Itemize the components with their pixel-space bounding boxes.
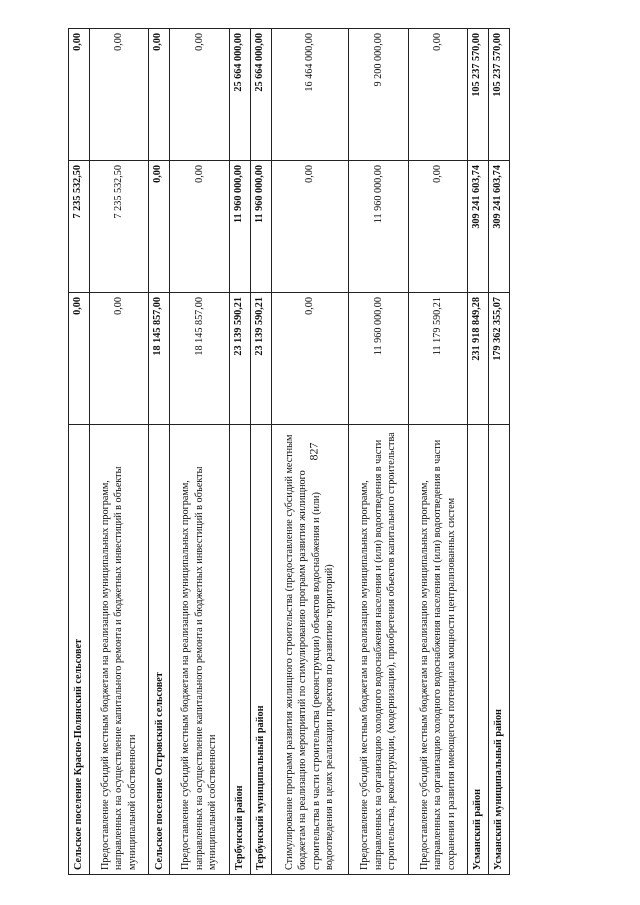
value-cell-2: 309 241 603,74 <box>468 161 489 293</box>
value-cell-2: 7 235 532,50 <box>90 161 149 293</box>
table-row <box>149 29 170 875</box>
value-cell-1: 179 362 355,07 <box>489 293 510 425</box>
budget-table <box>68 28 510 875</box>
row-name-cell: Предоставление субсидий местным бюджетам на реализацию муниципальных программ, направленных на осуществление капитального ремонта и бюджетных инвестиций в объекты муниципальной собственности <box>170 425 229 875</box>
value-cell-2: 0,00 <box>271 161 348 293</box>
value-cell-1: 11 960 000,00 <box>349 293 408 425</box>
table-row <box>229 29 250 875</box>
value-cell-2: 309 241 603,74 <box>489 161 510 293</box>
table-row <box>250 29 271 875</box>
value-cell-3: 0,00 <box>149 29 170 161</box>
value-cell-2: 0,00 <box>170 161 229 293</box>
value-cell-2: 0,00 <box>408 161 467 293</box>
row-name-cell: Тербунский муниципальный район <box>250 425 271 875</box>
value-cell-1: 0,00 <box>90 293 149 425</box>
row-name-cell: Предоставление субсидий местным бюджетам на реализацию муниципальных программ, направленных на осуществление капитального ремонта и бюджетных инвестиций в объекты муниципальной собственности <box>90 425 149 875</box>
value-cell-3: 9 200 000,00 <box>349 29 408 161</box>
table-row <box>69 29 90 875</box>
value-cell-3: 25 664 000,00 <box>250 29 271 161</box>
value-cell-1: 11 179 590,21 <box>408 293 467 425</box>
table-row <box>408 29 467 875</box>
budget-table-rotated <box>68 29 510 875</box>
value-cell-3: 25 664 000,00 <box>229 29 250 161</box>
value-cell-1: 0,00 <box>69 293 90 425</box>
value-cell-2: 7 235 532,50 <box>69 161 90 293</box>
row-name-cell: Стимулирование программ развития жилищного строительства (предоставление субсидий местным бюджетам на реализацию мероприятий по стимулированию программ развития жилищного строительства в части строительства (реконструкции) объектов водоснабжения и (или) водоотведения в целях реализации проектов по развитию территорий) <box>271 425 348 875</box>
value-cell-1: 18 145 857,00 <box>149 293 170 425</box>
row-name-cell: Усманский муниципальный район <box>489 425 510 875</box>
row-name-cell: Предоставление субсидий местным бюджетам на реализацию муниципальных программ, направленных на организацию холодного водоснабжения населения и (или) водоотведения в части сохранения и развития имеющегося потенциала мощности централизованных систем <box>408 425 467 875</box>
row-name-cell: Сельское поселение Островский сельсовет <box>149 425 170 875</box>
value-cell-1: 23 139 590,21 <box>250 293 271 425</box>
value-cell-3: 16 464 000,00 <box>271 29 348 161</box>
table-row <box>468 29 489 875</box>
value-cell-2: 11 960 000,00 <box>250 161 271 293</box>
value-cell-3: 0,00 <box>408 29 467 161</box>
value-cell-1: 18 145 857,00 <box>170 293 229 425</box>
table-row <box>489 29 510 875</box>
row-name-cell: Предоставление субсидий местным бюджетам на реализацию муниципальных программ, направленных на организацию холодного водоснабжения населения и (или) водоотведения в части строительства, реконструкции, (модернизации), приобретения объектов капитального строительства <box>349 425 408 875</box>
value-cell-1: 231 918 849,28 <box>468 293 489 425</box>
value-cell-2: 0,00 <box>149 161 170 293</box>
table-body <box>69 29 510 875</box>
table-row <box>170 29 229 875</box>
value-cell-2: 11 960 000,00 <box>229 161 250 293</box>
value-cell-3: 0,00 <box>69 29 90 161</box>
row-name-cell: Сельское поселение Красно-Полянский сельсовет <box>69 425 90 875</box>
value-cell-3: 0,00 <box>170 29 229 161</box>
row-name-cell: Тербунский район <box>229 425 250 875</box>
table-row <box>349 29 408 875</box>
table-row <box>90 29 149 875</box>
page-number: 827 <box>306 442 321 461</box>
value-cell-3: 105 237 570,00 <box>468 29 489 161</box>
value-cell-1: 0,00 <box>271 293 348 425</box>
table-row <box>271 29 348 875</box>
value-cell-3: 105 237 570,00 <box>489 29 510 161</box>
row-name-cell: Усманский район <box>468 425 489 875</box>
value-cell-3: 0,00 <box>90 29 149 161</box>
value-cell-1: 23 139 590,21 <box>229 293 250 425</box>
value-cell-2: 11 960 000,00 <box>349 161 408 293</box>
